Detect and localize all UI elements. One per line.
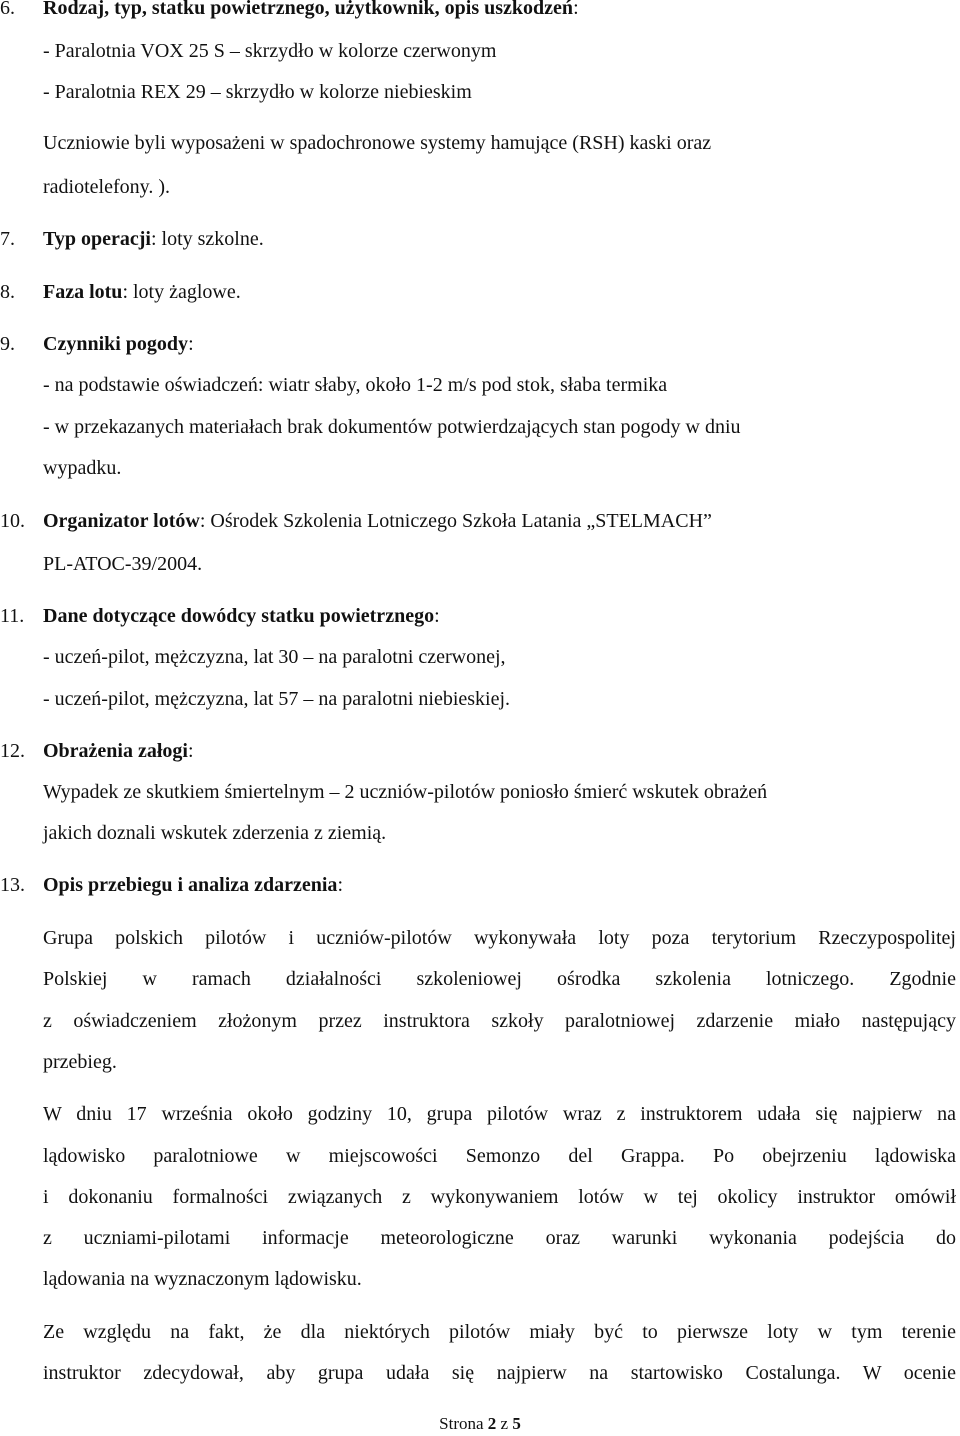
- section-7-heading: [0, 227, 264, 251]
- paragraph-2-line: z uczniami-pilotami informacje meteorologiczne oraz warunki wykonania podejścia do: [43, 1227, 956, 1249]
- section-title: Czynniki pogody: [43, 333, 189, 355]
- section-number: 11.: [0, 605, 25, 627]
- weather-line-1: - na podstawie oświadczeń: wiatr słaby, około 1-2 m/s pod stok, słaba termika: [43, 374, 668, 396]
- section-title: Opis przebiegu i analiza zdarzenia: [43, 874, 338, 896]
- total-pages: 5: [512, 1414, 521, 1433]
- page-footer: Strona 2 z 5: [439, 1414, 521, 1433]
- section-title: Obrażenia załogi: [43, 740, 188, 762]
- aircraft-line-2: - Paralotnia REX 29 – skrzydło w kolorze niebieskim: [43, 81, 472, 103]
- aircraft-line-1: - Paralotnia VOX 25 S – skrzydło w kolorze czerwonym: [43, 40, 497, 62]
- pilot-line-2: - uczeń-pilot, mężczyzna, lat 57 – na paralotni niebieskiej.: [43, 688, 511, 710]
- section-title: Typ operacji: [43, 228, 151, 250]
- paragraph-1-line: z oświadczeniem złożonym przez instruktora szkoły paralotniowej zdarzenie miało następujący: [43, 1010, 956, 1032]
- equipment-line-cont: radiotelefony. ).: [43, 176, 170, 198]
- section-title: Rodzaj, typ, statku powietrznego, użytkownik, opis uszkodzeń: [43, 0, 574, 19]
- injuries-line-1: Wypadek ze skutkiem śmiertelnym – 2 uczniów-pilotów poniosło śmierć wskutek obrażeń: [43, 781, 768, 803]
- paragraph-1-line: Grupa polskich pilotów i uczniów-pilotów wykonywała loty poza terytorium Rzeczypospolitej: [43, 927, 956, 949]
- section-value: : Ośrodek Szkolenia Lotniczego Szkoła Latania „STELMACH”: [199, 510, 712, 532]
- section-value: : loty żaglowe.: [122, 281, 241, 303]
- section-value: : loty szkolne.: [150, 228, 264, 250]
- injuries-line-2: jakich doznali wskutek zderzenia z ziemią.: [43, 822, 387, 844]
- weather-line-3: wypadku.: [43, 457, 122, 479]
- section-11-heading: 11. Dane dotyczące dowódcy statku powietrznego:: [0, 605, 440, 627]
- section-6-heading: 6. Rodzaj, typ, statku powietrznego, użytkownik, opis uszkodzeń:: [0, 0, 15, 20]
- section-title: Dane dotyczące dowódcy statku powietrznego: [43, 605, 435, 627]
- paragraph-2-line: lądowania na wyznaczonym lądowisku.: [43, 1268, 362, 1290]
- weather-line-2: - w przekazanych materiałach brak dokumentów potwierdzających stan pogody w dniu: [43, 416, 741, 438]
- section-number: 7.: [0, 228, 15, 250]
- section-number: 6.: [0, 0, 15, 19]
- organizer-certificate: PL-ATOC-39/2004.: [43, 553, 203, 575]
- paragraph-3-line: instruktor zdecydował, aby grupa udała się najpierw na startowisko Costalunga. W ocenie: [43, 1362, 956, 1384]
- section-10-heading: [0, 509, 712, 533]
- equipment-line: Uczniowie byli wyposażeni w spadochronowe systemy hamujące (RSH) kaski oraz: [43, 132, 712, 154]
- section-number: 9.: [0, 333, 15, 355]
- paragraph-3-line: Ze względu na fakt, że dla niektórych pilotów miały być to pierwsze loty w tym terenie: [43, 1321, 956, 1343]
- section-13-heading: 13. Opis przebiegu i analiza zdarzenia:: [0, 874, 343, 896]
- section-title: Faza lotu: [43, 281, 123, 303]
- section-number: 13.: [0, 874, 25, 896]
- paragraph-2-line: lądowisko paralotniowe w miejscowości Semonzo del Grappa. Po obejrzeniu lądowiska: [43, 1145, 956, 1167]
- section-number: 12.: [0, 740, 25, 762]
- current-page: 2: [487, 1414, 497, 1433]
- section-9-heading: 9. Czynniki pogody:: [0, 333, 194, 355]
- paragraph-1-line: przebieg.: [43, 1051, 117, 1073]
- pilot-line-1: - uczeń-pilot, mężczyzna, lat 30 – na paralotni czerwonej,: [43, 646, 506, 668]
- paragraph-2-line: i dokonaniu formalności związanych z wykonywaniem lotów w tej okolicy instruktor omówił: [43, 1186, 956, 1208]
- section-8-heading: [0, 280, 241, 304]
- section-title: Organizator lotów: [43, 510, 200, 532]
- section-number: 8.: [0, 281, 15, 303]
- section-number: 10.: [0, 510, 25, 532]
- paragraph-1-line: Polskiej w ramach działalności szkoleniowej ośrodka szkolenia lotniczego. Zgodnie: [43, 968, 956, 990]
- section-12-heading: 12. Obrażenia załogi:: [0, 740, 194, 762]
- paragraph-2-line: W dniu 17 września około godziny 10, grupa pilotów wraz z instruktorem udała się najpierw na: [43, 1103, 956, 1125]
